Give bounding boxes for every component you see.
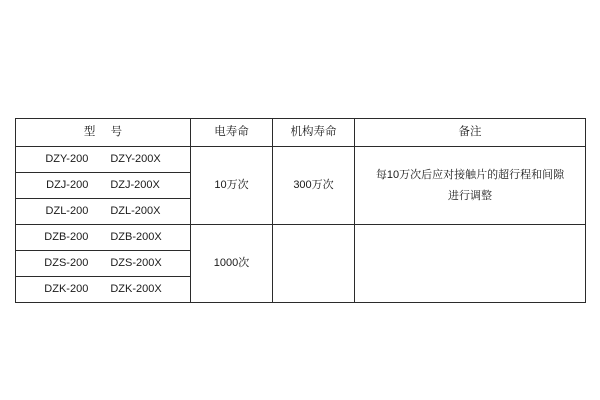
cell-mechanical-life: 300万次 (273, 147, 355, 225)
model-code-primary: DZL-200 (45, 204, 89, 217)
cell-electrical-life: 10万次 (191, 147, 273, 225)
table-header-row (16, 119, 586, 147)
cell-model (16, 251, 191, 277)
model-code-variant: DZY-200X (110, 152, 161, 165)
remark-line-1: 每10万次后应对接触片的超行程和间隙 (375, 168, 565, 181)
cell-remark (355, 225, 586, 303)
cell-model (16, 199, 191, 225)
specification-table (15, 118, 586, 303)
remark-line-2: 进行调整 (448, 189, 492, 202)
cell-model (16, 277, 191, 303)
header-mechanical-life: 机构寿命 (273, 119, 355, 147)
cell-model (16, 147, 191, 173)
model-code-variant: DZL-200X (110, 204, 161, 217)
header-remark: 备注 (355, 119, 586, 147)
model-code-primary: DZJ-200 (46, 178, 89, 191)
spec-table-container (15, 118, 585, 303)
model-code-variant: DZB-200X (110, 230, 162, 243)
cell-model (16, 173, 191, 199)
table-row (16, 147, 586, 173)
cell-mechanical-life (273, 225, 355, 303)
cell-remark (355, 147, 586, 225)
model-code-variant: DZJ-200X (110, 178, 160, 191)
cell-model (16, 225, 191, 251)
model-code-primary: DZK-200 (44, 282, 89, 295)
header-electrical-life: 电寿命 (191, 119, 273, 147)
model-code-variant: DZK-200X (110, 282, 162, 295)
model-code-variant: DZS-200X (110, 256, 162, 269)
cell-electrical-life: 1000次 (191, 225, 273, 303)
model-code-primary: DZY-200 (45, 152, 89, 165)
header-model (16, 119, 191, 147)
model-code-primary: DZS-200 (44, 256, 89, 269)
table-row (16, 225, 586, 251)
model-code-primary: DZB-200 (44, 230, 89, 243)
header-model-label: 型 号 (83, 126, 129, 139)
